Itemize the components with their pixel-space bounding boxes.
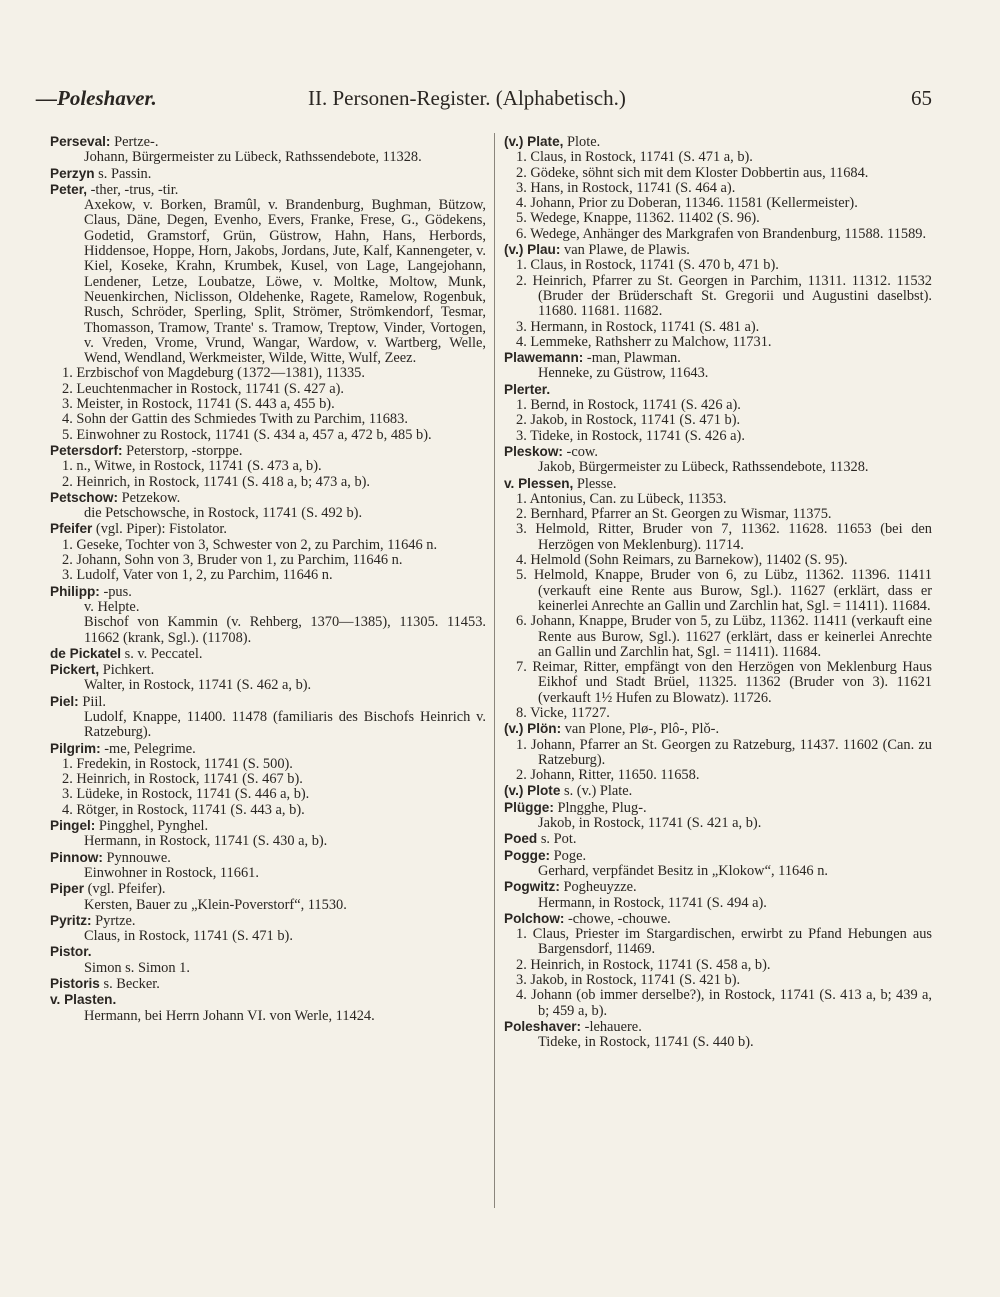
entry-variants: Pynnouwe. xyxy=(102,849,171,866)
entry-variants: Pyrtze. xyxy=(91,912,136,929)
entry-line: Hermann, in Rostock, 11741 (S. 430 a, b). xyxy=(84,833,328,850)
entry-keyword: Poed xyxy=(504,831,538,847)
left-column xyxy=(50,134,486,1024)
register-entry xyxy=(50,182,486,198)
entry-item: 6. Johann, Knappe, Bruder von 5, zu Lübz, 11362. 11411 (verkauft eine Rente aus Burow, Sgl.). 11627 (erklärt, dass er keinerlei Anrechte an Gallin und Zarchlin hat, Sgl. = 11411). 11684. xyxy=(516,613,932,660)
entry-line: Jakob, in Rostock, 11741 (S. 421 a, b). xyxy=(538,815,762,832)
entry-keyword: (v.) Plote xyxy=(504,783,561,799)
register-entry xyxy=(504,783,932,799)
entry-item: 1. Antonius, Can. zu Lübeck, 11353. xyxy=(516,490,727,507)
register-entry xyxy=(50,694,486,710)
entry-item: 3. Lüdeke, in Rostock, 11741 (S. 446 a, b). xyxy=(62,786,310,803)
entry-variants: s. v. Peccatel. xyxy=(121,645,203,662)
entry-line: Einwohner in Rostock, 11661. xyxy=(84,864,259,881)
register-entry xyxy=(504,476,932,492)
entry-variants: van Plawe, de Plawis. xyxy=(560,242,690,259)
register-entry xyxy=(50,646,486,662)
register-entry xyxy=(50,443,486,459)
entry-keyword: Pogge: xyxy=(504,847,551,863)
entry-item: 2. Heinrich, in Rostock, 11741 (S. 458 a, b). xyxy=(516,956,771,973)
entry-variants: Plote. xyxy=(563,134,601,150)
entry-variants: (vgl. Pfeifer). xyxy=(84,881,166,898)
entry-keyword: Plawemann: xyxy=(504,350,584,366)
entry-variants: Pertze-. xyxy=(110,134,159,150)
entry-line: Gerhard, verpfändet Besitz in „Klokow“, 11646 n. xyxy=(538,862,828,879)
entry-keyword: (v.) Plön: xyxy=(504,721,562,737)
entry-variants: s. Becker. xyxy=(99,976,160,993)
entry-item: 8. Vicke, 11727. xyxy=(516,704,610,721)
entry-keyword: (v.) Plau: xyxy=(504,242,561,258)
entry-line: Walter, in Rostock, 11741 (S. 462 a, b). xyxy=(84,677,312,694)
entry-keyword: Pistoris xyxy=(50,976,100,992)
entry-item: 4. Rötger, in Rostock, 11741 (S. 443 a, b). xyxy=(62,801,305,818)
entry-line: Henneke, zu Güstrow, 11643. xyxy=(538,365,709,382)
entry-keyword: Piel: xyxy=(50,693,79,709)
register-entry xyxy=(504,242,932,258)
entry-item: 3. Hermann, in Rostock, 11741 (S. 481 a). xyxy=(516,318,760,335)
entry-keyword: Polchow: xyxy=(504,910,565,926)
entry-keyword: Pogwitz: xyxy=(504,879,560,895)
entry-keyword: Philipp: xyxy=(50,583,100,599)
entry-item: 2. Johann, Ritter, 11650. 11658. xyxy=(516,767,700,784)
register-entry xyxy=(504,831,932,847)
entry-item: 1. n., Witwe, in Rostock, 11741 (S. 473 a, b). xyxy=(62,458,322,475)
register-entry xyxy=(50,944,486,960)
entry-item: 1. Johann, Pfarrer an St. Georgen zu Ratzeburg, 11437. 11602 (Can. zu Ratzeburg). xyxy=(516,736,932,768)
entry-line: Ludolf, Knappe, 11400. 11478 (familiaris des Bischofs Heinrich v. Ratzeburg). xyxy=(84,708,486,741)
register-entry xyxy=(504,350,932,366)
entry-item: 1. Fredekin, in Rostock, 11741 (S. 500). xyxy=(62,755,293,772)
register-entry xyxy=(50,490,486,506)
entry-item: 4. Sohn der Gattin des Schmiedes Twith zu Parchim, 11683. xyxy=(62,411,408,428)
entry-item: 3. Helmold, Ritter, Bruder von 7, 11362. 11628. 11653 (bei den Herzögen von Meklenburg). 11714. xyxy=(516,521,932,553)
entry-item: 2. Bernhard, Pfarrer an St. Georgen zu Wismar, 11375. xyxy=(516,506,832,523)
entry-item: 3. Ludolf, Vater von 1, 2, zu Parchim, 11646 n. xyxy=(62,567,333,584)
entry-line: Kersten, Bauer zu „Klein-Poverstorf“, 11530. xyxy=(84,896,347,913)
register-entry xyxy=(50,584,486,600)
entry-keyword: Pingel: xyxy=(50,818,96,834)
entry-keyword: Pfeifer xyxy=(50,521,93,537)
entry-variants: -man, Plawman. xyxy=(583,350,681,367)
entry-item: 3. Jakob, in Rostock, 11741 (S. 421 b). xyxy=(516,972,741,989)
entry-variants: -cow. xyxy=(562,443,598,460)
entry-item: 1. Bernd, in Rostock, 11741 (S. 426 a). xyxy=(516,397,741,414)
entry-variants: s. Passin. xyxy=(94,165,152,182)
entry-keyword: Perseval: xyxy=(50,134,111,149)
entry-keyword: v. Plessen, xyxy=(504,475,574,491)
entry-keyword: v. Plasten. xyxy=(50,992,117,1008)
entry-item: 5. Helmold, Knappe, Bruder von 6, zu Lübz, 11362. 11396. 11411 (verkauft eine Rente aus Burow, Sgl.). 11627 (erklärt, dass er keinerlei Anrechte an Gallin und Zarchlin hat, Sgl. = 11411). 11684. xyxy=(516,567,932,614)
entry-line: Johann, Bürgermeister zu Lübeck, Rathssendebote, 11328. xyxy=(84,149,422,166)
entry-keyword: Plerter. xyxy=(504,381,551,397)
entry-keyword: Pinnow: xyxy=(50,849,103,865)
entry-keyword: Peter, xyxy=(50,181,88,197)
register-entry xyxy=(504,879,932,895)
entry-variants: Peterstorp, -storppe. xyxy=(122,442,243,459)
register-entry xyxy=(50,662,486,678)
entry-item: 1. Claus, Priester im Stargardischen, erwirbt zu Pfand Hebungen aus Bargensdorf, 11469. xyxy=(516,926,932,958)
register-entry xyxy=(50,913,486,929)
entry-variants: -pus. xyxy=(99,583,132,600)
entry-keyword: Piper xyxy=(50,881,84,897)
entry-item: 4. Johann (ob immer derselbe?), in Rostock, 11741 (S. 413 a, b; 439 a, b; 459 a, b). xyxy=(516,987,932,1019)
entry-keyword: Plügge: xyxy=(504,799,554,815)
entry-item: 2. Johann, Sohn von 3, Bruder von 1, zu Parchim, 11646 n. xyxy=(62,552,403,569)
entry-line: Bischof von Kammin (v. Rehberg, 1370—1385), 11305. 11453. 11662 (krank, Sgl.). (11708). xyxy=(84,614,486,646)
entry-keyword: Petschow: xyxy=(50,489,118,505)
entry-variants: Plngghe, Plug-. xyxy=(553,799,647,816)
register-entry xyxy=(50,818,486,834)
entry-item: 3. Tideke, in Rostock, 11741 (S. 426 a). xyxy=(516,427,745,444)
entry-item: 2. Heinrich, in Rostock, 11741 (S. 418 a, b; 473 a, b). xyxy=(62,473,371,490)
entry-variants: -me, Pelegrime. xyxy=(100,740,196,757)
register-entry xyxy=(50,881,486,897)
entry-variants: Poge. xyxy=(550,847,587,864)
entry-variants: -ther, -trus, -tir. xyxy=(87,181,179,198)
entry-item: 2. Jakob, in Rostock, 11741 (S. 471 b). xyxy=(516,412,741,429)
entry-item: 7. Reimar, Ritter, empfängt von den Herzögen von Meklenburg Haus Eikhof und Stadt Brüel, 11325. 11362 (Bruder von 3). 11621 (verkauft 1½ Hufen zu Blowatz). 11726. xyxy=(516,659,932,706)
page-title: II. Personen-Register. (Alphabetisch.) xyxy=(308,86,626,110)
entry-keyword: (v.) Plate, xyxy=(504,134,564,149)
page-header xyxy=(36,86,932,116)
entry-keyword: Perzyn xyxy=(50,165,95,181)
entry-line: Simon s. Simon 1. xyxy=(84,959,190,976)
entry-keyword: Pickert, xyxy=(50,662,100,678)
register-entry xyxy=(50,166,486,182)
entry-line: Claus, in Rostock, 11741 (S. 471 b). xyxy=(84,928,293,945)
entry-variants: -lehauere. xyxy=(581,1018,642,1035)
entry-variants: s. (v.) Plate. xyxy=(560,783,633,800)
register-entry xyxy=(50,741,486,757)
entry-line: Axekow, v. Borken, Bramûl, v. Brandenburg, Bughman, Bützow, Claus, Däne, Degen, Evenho, Evers, Franke, Frese, G., Gödekens, Godetid, Gramstorf, Grün, Güstrow, Hahn, Hans, Herbords, Hiddensoe, Hoppe, Horn, Jakobs, Jordans, Jute, Kalf, Kannengeter, v. Kiel, Koseke, Krahn, Krumbek, Kusel, von Lage, Langejohann, Lendener, Letze, Loubatze, Löwe, v. Moltke, Moltow, Munk, Neuenkirchen, Niclisson, Oldehenke, Ragete, Ramelow, Rogenbuk, Rusch, Schröder, Sperling, Split, Strömer, Strömkendorf, Tesmar, Thomasson, Tramow, Trante' s. Tramow, Treptow, Vinder, Vortogen, v. Vreden, Vrome, Vrund, Wangar, Wardow, v. Wartberg, Welle, Wend, Wendland, Werkmeister, Wilde, Witte, Wulf, Zeez. xyxy=(84,197,486,367)
entry-keyword: Poleshaver: xyxy=(504,1018,582,1034)
register-entry xyxy=(50,992,486,1008)
entry-item: 4. Johann, Prior zu Doberan, 11346. 11581 (Kellermeister). xyxy=(516,195,858,212)
register-entry xyxy=(504,382,932,398)
entry-item: 4. Lemmeke, Rathsherr zu Malchow, 11731. xyxy=(516,333,772,350)
entry-item: 4. Helmold (Sohn Reimars, zu Barnekow), 11402 (S. 95). xyxy=(516,552,848,569)
register-entry xyxy=(504,800,932,816)
entry-variants: -chowe, -chouwe. xyxy=(564,910,671,927)
entry-keyword: Pilgrim: xyxy=(50,740,101,756)
entry-line: Hermann, bei Herrn Johann VI. von Werle, 11424. xyxy=(84,1007,375,1024)
entry-item: 1. Erzbischof von Magdeburg (1372—1381), 11335. xyxy=(62,365,365,382)
entry-variants: Piil. xyxy=(78,693,106,710)
entry-variants: van Plone, Plø-, Plô-, Plǒ-. xyxy=(561,721,720,738)
entry-keyword: Pyritz: xyxy=(50,912,92,928)
register-entry xyxy=(504,1019,932,1035)
entry-line: Hermann, in Rostock, 11741 (S. 494 a). xyxy=(538,894,767,911)
entry-item: 3. Hans, in Rostock, 11741 (S. 464 a). xyxy=(516,179,736,196)
register-entry xyxy=(50,134,486,150)
entry-item: 2. Heinrich, Pfarrer zu St. Georgen in Parchim, 11311. 11312. 11532 (Bruder der Brüderschaft St. Gregorii und Augustini daselbst). 11680. 11681. 11682. xyxy=(516,272,932,320)
entry-item: 5. Wedege, Knappe, 11362. 11402 (S. 96). xyxy=(516,210,760,227)
entry-variants: Pogheuyzze. xyxy=(559,879,637,896)
entry-line: v. Helpte. xyxy=(84,598,140,615)
register-entry xyxy=(504,444,932,460)
entry-variants: Pichkert. xyxy=(99,662,155,679)
entry-line: Jakob, Bürgermeister zu Lübeck, Rathssendebote, 11328. xyxy=(538,459,869,476)
entry-item: 6. Wedege, Anhänger des Markgrafen von Brandenburg, 11588. 11589. xyxy=(516,225,927,242)
entry-line: Tideke, in Rostock, 11741 (S. 440 b). xyxy=(538,1034,754,1051)
entry-keyword: Petersdorf: xyxy=(50,442,123,458)
entry-keyword: Pleskow: xyxy=(504,443,563,459)
register-entry xyxy=(504,721,932,737)
entry-keyword: Pistor. xyxy=(50,944,92,960)
register-entry xyxy=(504,911,932,927)
register-entry xyxy=(50,521,486,537)
entry-variants: s. Pot. xyxy=(537,831,577,848)
entry-item: 2. Gödeke, söhnt sich mit dem Kloster Dobbertin aus, 11684. xyxy=(516,164,869,181)
entry-keyword: de Pickatel xyxy=(50,645,122,661)
entry-variants: Petzekow. xyxy=(117,489,181,506)
entry-item: 2. Heinrich, in Rostock, 11741 (S. 467 b). xyxy=(62,771,303,788)
entry-item: 1. Claus, in Rostock, 11741 (S. 470 b, 471 b). xyxy=(516,257,779,274)
entry-item: 5. Einwohner zu Rostock, 11741 (S. 434 a, 457 a, 472 b, 485 b). xyxy=(62,426,432,443)
column-divider xyxy=(494,133,495,1208)
register-entry xyxy=(50,850,486,866)
register-entry xyxy=(504,848,932,864)
running-head: —Poleshaver. xyxy=(36,86,157,110)
entry-line: die Petschowsche, in Rostock, 11741 (S. 492 b). xyxy=(84,505,363,522)
entry-item: 1. Geseke, Tochter von 3, Schwester von 2, zu Parchim, 11646 n. xyxy=(62,536,438,553)
entry-variants: (vgl. Piper): Fistolator. xyxy=(92,521,228,538)
entry-item: 3. Meister, in Rostock, 11741 (S. 443 a, 455 b). xyxy=(62,396,335,413)
register-entry xyxy=(50,976,486,992)
right-column xyxy=(504,134,932,1051)
register-entry xyxy=(504,134,932,150)
entry-variants: Pingghel, Pynghel. xyxy=(95,818,209,835)
page-number: 65 xyxy=(911,86,932,110)
entry-item: 2. Leuchtenmacher in Rostock, 11741 (S. 427 a). xyxy=(62,380,345,397)
entry-variants: Plesse. xyxy=(573,475,617,492)
entry-item: 1. Claus, in Rostock, 11741 (S. 471 a, b). xyxy=(516,149,753,166)
